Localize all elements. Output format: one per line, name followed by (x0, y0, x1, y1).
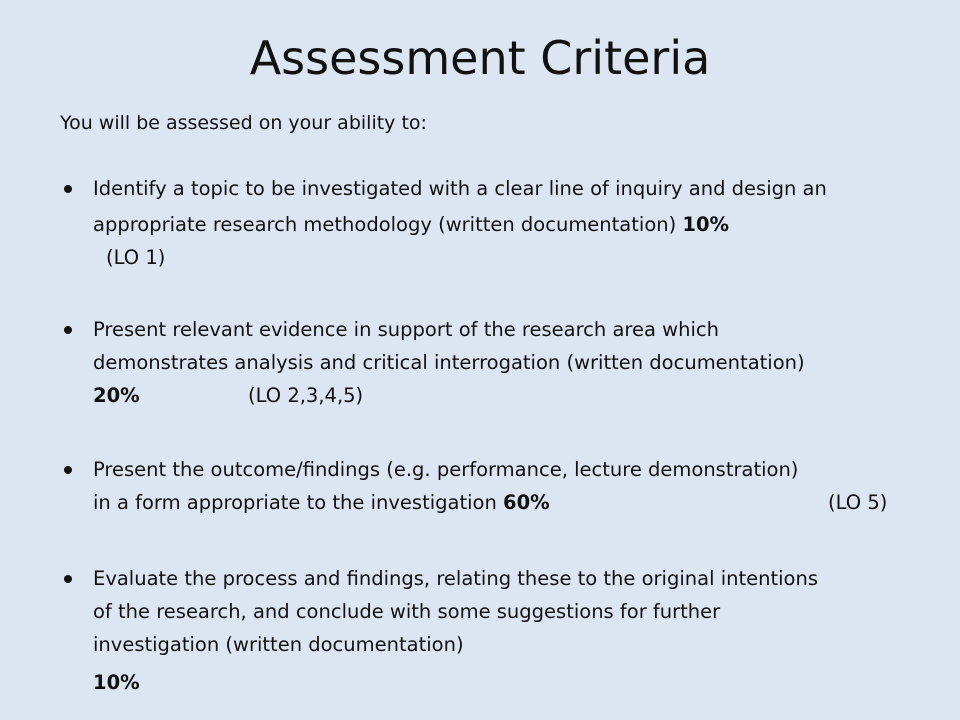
criteria-2-line-1: Present relevant evidence in support of the research area which (93, 318, 719, 341)
criteria-2-line-2: demonstrates analysis and critical interrogation (written documentation) (93, 351, 805, 374)
criteria-3-weight: 60% (503, 491, 550, 514)
criteria-3-line-1: Present the outcome/findings (e.g. performance, lecture demonstration) (93, 458, 799, 481)
slide-title: Assessment Criteria (249, 31, 711, 85)
criteria-4-weight: 10% (93, 671, 140, 694)
criteria-3-text: in a form appropriate to the investigation (93, 491, 504, 514)
criteria-1-weight: 10% (682, 213, 730, 236)
bullet-dot-icon (64, 575, 72, 583)
criteria-4-line-1: Evaluate the process and findings, relating these to the original intentions (93, 567, 818, 590)
criteria-2-weight (93, 383, 140, 409)
criteria-3-line-2 (93, 490, 550, 516)
criteria-3-learning-outcome: (LO 5) (828, 491, 888, 514)
bullet-dot-icon (64, 466, 72, 474)
intro-text: You will be assessed on your ability to: (60, 112, 427, 134)
criteria-2-pct: 20% (93, 384, 140, 407)
criteria-2-learning-outcome: (LO 2,3,4,5) (248, 384, 364, 407)
criteria-1-learning-outcome: (LO 1) (106, 246, 166, 269)
bullet-dot-icon (64, 185, 72, 193)
criteria-1-line-2 (93, 212, 729, 238)
bullet-dot-icon (64, 326, 72, 334)
criteria-4-line-2: of the research, and conclude with some suggestions for further (93, 600, 721, 623)
criteria-4-line-3: investigation (written documentation) (93, 633, 464, 656)
criteria-1-text: appropriate research methodology (written documentation) (93, 213, 683, 236)
criteria-1-line-1: Identify a topic to be investigated with a clear line of inquiry and design an (93, 177, 827, 200)
